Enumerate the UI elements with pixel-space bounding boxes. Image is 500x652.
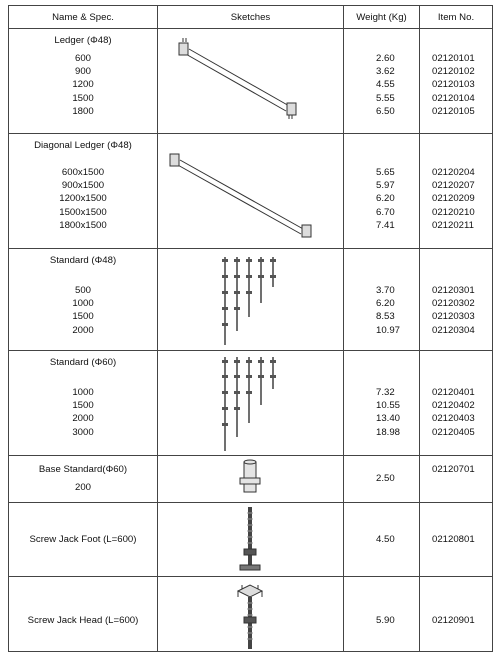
sketch-cell: [158, 456, 344, 503]
weight-cell: [344, 134, 420, 249]
header-sketches: Sketches: [158, 6, 344, 29]
weight-cell: [344, 456, 420, 503]
base-standard-sketch: [158, 456, 344, 502]
spec-value: 2000: [72, 324, 94, 336]
weight-value: 6.70: [376, 206, 395, 218]
item-number: 02120801: [432, 534, 475, 545]
table-row-screw-jack-foot: [9, 503, 493, 577]
item-number: 02120901: [432, 615, 475, 626]
weight-value: 5.97: [376, 180, 395, 192]
item-number: 02120101: [432, 53, 475, 64]
weight-value: 3.70: [376, 285, 395, 296]
weight-value: 4.50: [376, 534, 395, 545]
name-cell: [9, 503, 158, 577]
spec-value: 1200x1500: [59, 193, 107, 205]
product-title: Screw Jack Foot (L=600): [29, 534, 137, 545]
product-title: Base Standard(Φ60): [38, 464, 128, 475]
weight-value: 7.32: [376, 387, 395, 398]
name-cell: [9, 456, 158, 503]
weight-value: 5.65: [376, 167, 395, 178]
weight-value: 2.50: [376, 473, 395, 484]
product-title: Screw Jack Head (L=600): [27, 615, 139, 626]
product-title: Ledger (Φ48): [54, 35, 112, 46]
item-number: 02120405: [432, 426, 475, 438]
item-cell: [420, 503, 493, 577]
item-cell: [420, 351, 493, 456]
item-number: 02120304: [432, 324, 475, 336]
weight-cell: [344, 351, 420, 456]
item-number: 02120104: [432, 92, 475, 104]
spec-value: 1500x1500: [59, 206, 107, 218]
sketch-cell: [158, 134, 344, 249]
product-title: Standard (Φ48): [49, 255, 117, 266]
spec-value: 1000: [72, 298, 94, 310]
spec-value: 600: [74, 53, 91, 64]
table-row-base-standard: [9, 456, 493, 503]
spec-value: 1500: [72, 400, 94, 412]
weight-value: 4.55: [376, 79, 395, 91]
table-row-standard-48: [9, 249, 493, 351]
item-number: 02120701: [432, 464, 475, 475]
product-title: Standard (Φ60): [49, 357, 117, 368]
weight-cell: [344, 503, 420, 577]
item-cell: [420, 249, 493, 351]
weight-value: 5.55: [376, 92, 395, 104]
weight-value: 6.50: [376, 105, 395, 117]
item-number: 02120207: [432, 180, 475, 192]
item-number: 02120402: [432, 400, 475, 412]
weight-value: 6.20: [376, 298, 395, 310]
screw-jack-head-sketch: [158, 577, 344, 651]
weight-value: 10.97: [376, 324, 401, 336]
weight-cell: [344, 577, 420, 652]
item-number: 02120102: [432, 66, 475, 78]
weight-value: 3.62: [376, 66, 395, 78]
name-cell: [9, 351, 158, 456]
name-cell: [9, 249, 158, 351]
weight-cell: [344, 249, 420, 351]
spec-value: 900: [74, 66, 91, 78]
weight-value: 13.40: [376, 413, 401, 425]
table-row-ledger: [9, 29, 493, 134]
item-number: 02120210: [432, 206, 475, 218]
sketch-cell: [158, 249, 344, 351]
spec-value: 1800x1500: [59, 219, 107, 231]
weight-value: 2.60: [376, 53, 395, 64]
spec-value: 1800: [72, 105, 94, 117]
item-number: 02120105: [432, 105, 475, 117]
name-cell: [9, 134, 158, 249]
product-spec-table: [8, 5, 493, 652]
spec-value: 1500: [72, 311, 94, 323]
sketch-cell: [158, 503, 344, 577]
spec-value: 900x1500: [61, 180, 105, 192]
weight-cell: [344, 29, 420, 134]
spec-value: 200: [74, 482, 91, 493]
name-cell: [9, 577, 158, 652]
weight-value: 8.53: [376, 311, 395, 323]
screw-jack-foot-sketch: [158, 503, 344, 576]
name-cell: [9, 29, 158, 134]
item-number: 02120103: [432, 79, 475, 91]
item-number: 02120403: [432, 413, 475, 425]
item-cell: [420, 134, 493, 249]
table-row-screw-jack-head: [9, 577, 493, 652]
item-number: 02120211: [432, 219, 474, 231]
product-title: Diagonal Ledger (Φ48): [34, 140, 132, 151]
spec-value: 3000: [72, 426, 94, 438]
weight-value: 6.20: [376, 193, 395, 205]
weight-value: 5.90: [376, 615, 395, 626]
sketch-cell: [158, 29, 344, 134]
table-row-diagonal-ledger: [9, 134, 493, 249]
item-cell: [420, 29, 493, 134]
weight-value: 7.41: [376, 219, 395, 231]
header-weight: Weight (Kg): [344, 6, 420, 29]
item-number: 02120204: [432, 167, 475, 178]
diagonal-ledger-sketch: [158, 134, 344, 248]
sketch-cell: [158, 577, 344, 652]
standard-48-sketch: [158, 249, 344, 350]
spec-list: [9, 52, 157, 118]
standard-60-sketch: [158, 351, 344, 455]
table-row-standard-60: [9, 351, 493, 456]
item-number: 02120209: [432, 193, 475, 205]
spec-value: 1500: [72, 92, 94, 104]
spec-value: 600x1500: [61, 167, 105, 178]
spec-value: 1200: [72, 79, 94, 91]
item-number: 02120303: [432, 311, 475, 323]
sketch-cell: [158, 351, 344, 456]
spec-value: 500: [74, 285, 91, 296]
spec-value: 1000: [72, 387, 94, 398]
item-number: 02120301: [432, 285, 475, 296]
weight-value: 10.55: [376, 400, 401, 412]
item-number: 02120302: [432, 298, 475, 310]
item-cell: [420, 456, 493, 503]
item-cell: [420, 577, 493, 652]
table-header-row: [9, 6, 493, 29]
header-item-no: Item No.: [420, 6, 493, 29]
ledger-sketch: [158, 29, 344, 133]
weight-value: 18.98: [376, 426, 401, 438]
item-number: 02120401: [432, 387, 475, 398]
header-name-spec: Name & Spec.: [9, 6, 158, 29]
spec-value: 2000: [72, 413, 94, 425]
